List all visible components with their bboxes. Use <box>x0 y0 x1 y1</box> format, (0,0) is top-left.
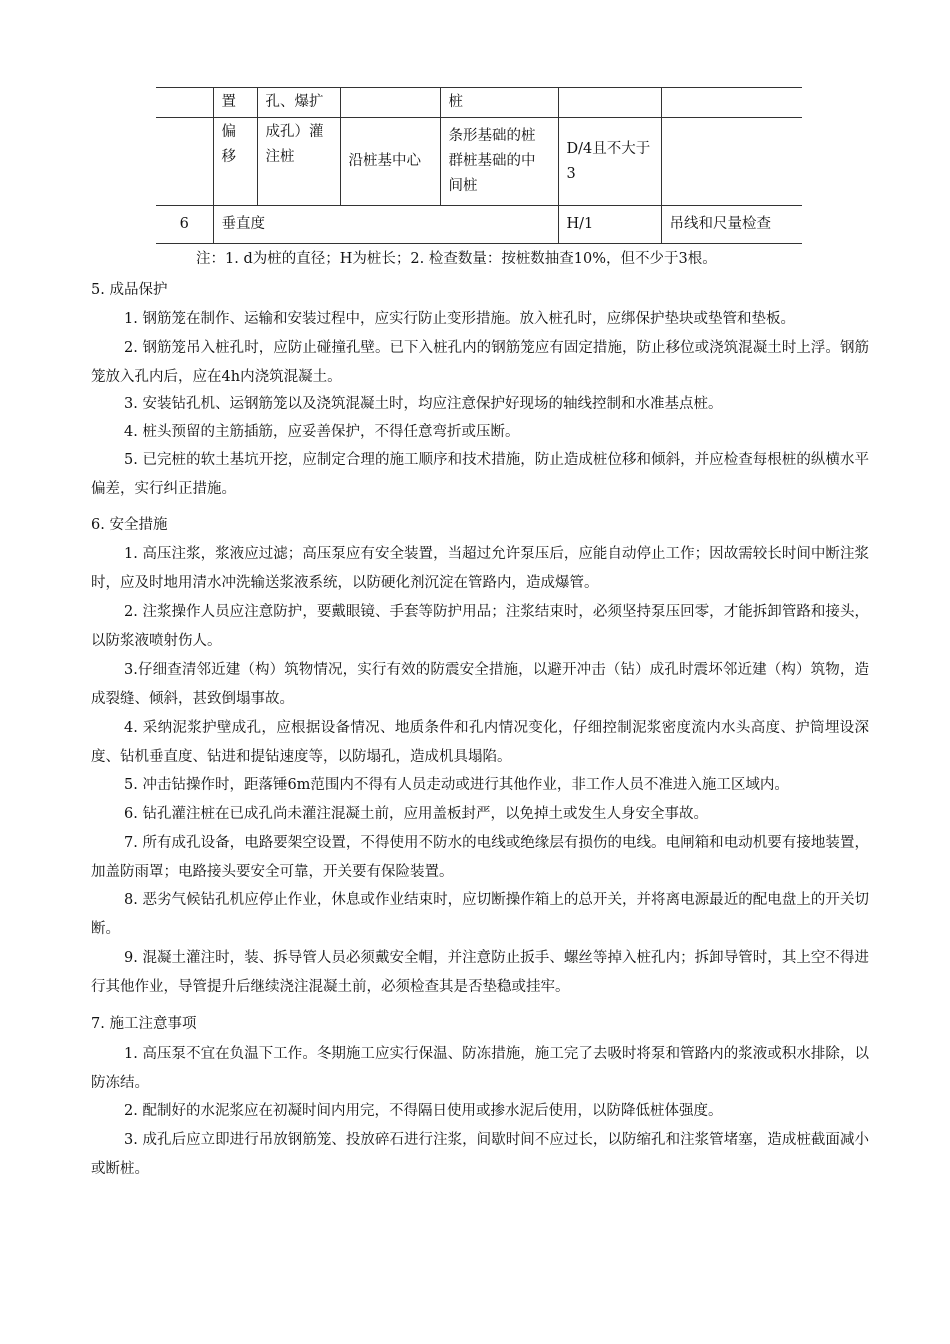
paragraph: 3. 成孔后应立即进行吊放钢筋笼、投放碎石进行注浆，间歇时间不应过长，以防缩孔和注浆管堵塞，造成桩截面减小或断桩。 <box>91 1132 869 1177</box>
table-cell <box>661 118 802 206</box>
paragraph: 3. 安装钻孔机、运钢筋笼以及浇筑混凝土时，均应注意保护好现场的轴线控制和水准基点桩。 <box>124 396 723 412</box>
table-row <box>156 88 802 118</box>
table-cell: 桩 <box>440 88 558 118</box>
table-cell: 6 <box>156 206 213 244</box>
table-cell: 孔、爆扩 <box>257 88 340 118</box>
table-cell <box>340 88 440 118</box>
paragraph: 4. 桩头预留的主筋插筋，应妥善保护，不得任意弯折或压断。 <box>124 424 520 440</box>
table-cell <box>156 118 213 206</box>
table-cell: H/1 <box>558 206 661 244</box>
table-row <box>156 118 802 206</box>
paragraph: 3.仔细查清邻近建（构）筑物情况，实行有效的防震安全措施，以避开冲击（钻）成孔时震坏邻近建（构）筑物，造成裂缝、倾斜，甚致倒塌事故。 <box>91 662 869 707</box>
paragraph: 2. 配制好的水泥浆应在初凝时间内用完，不得隔日使用或掺水泥后使用，以防降低桩体强度。 <box>124 1103 723 1119</box>
paragraph: 7. 所有成孔设备，电路要架空设置，不得使用不防水的电线或绝缘层有损伤的电线。电闸箱和电动机要有接地装置，加盖防雨罩；电路接头要安全可靠，开关要有保险装置。 <box>91 835 869 880</box>
paragraph: 2. 注浆操作人员应注意防护，要戴眼镜、手套等防护用品；注浆结束时，必须坚持泵压回零，才能拆卸管路和接头，以防浆液喷射伤人。 <box>91 604 869 649</box>
paragraph: 1. 高压泵不宜在负温下工作。冬期施工应实行保温、防冻措施，施工完了去吸时将泵和管路内的浆液或积水排除，以防冻结。 <box>91 1046 869 1091</box>
table-cell <box>558 88 661 118</box>
inspection-table <box>156 87 802 244</box>
paragraph: 8. 恶劣气候钻孔机应停止作业，休息或作业结束时，应切断操作箱上的总开关，并将离电源最近的配电盘上的开关切断。 <box>91 892 869 937</box>
table-cell: 垂直度 <box>213 206 558 244</box>
table-cell: 置 <box>213 88 257 118</box>
table-cell: 沿桩基中心 <box>340 118 440 206</box>
table-cell: D/4且不大于3 <box>558 118 661 206</box>
paragraph: 5. 已完桩的软土基坑开挖，应制定合理的施工顺序和技术措施，防止造成桩位移和倾斜，并应检查每根桩的纵横水平偏差，实行纠正措施。 <box>91 452 869 497</box>
table-cell: 条形基础的桩群桩基础的中间桩 <box>440 118 558 206</box>
paragraph: 9. 混凝土灌注时，装、拆导管人员必须戴安全帽，并注意防止扳手、螺丝等掉入桩孔内；拆卸导管时，其上空不得进行其他作业，导管提升后继续浇注混凝土前，必须检查其是否垫稳或挂牢。 <box>91 950 869 995</box>
section-heading: 6. 安全措施 <box>91 517 168 533</box>
table-cell: 成孔）灌注桩 <box>257 118 340 206</box>
paragraph: 4. 采纳泥浆护壁成孔，应根据设备情况、地质条件和孔内情况变化，仔细控制泥浆密度流内水头高度、护筒埋设深度、钻机垂直度、钻进和提钻速度等，以防塌孔，造成机具塌陷。 <box>91 720 869 765</box>
section-heading: 7. 施工注意事项 <box>91 1016 197 1032</box>
section-heading: 5. 成品保护 <box>91 282 168 298</box>
paragraph: 2. 钢筋笼吊入桩孔时，应防止碰撞孔壁。已下入桩孔内的钢筋笼应有固定措施，防止移位或浇筑混凝土时上浮。钢筋笼放入孔内后，应在4h内浇筑混凝土。 <box>91 340 869 385</box>
paragraph: 1. 钢筋笼在制作、运输和安装过程中，应实行防止变形措施。放入桩孔时，应绑保护垫块或垫管和垫板。 <box>124 311 795 327</box>
paragraph: 1. 高压注浆，浆液应过滤；高压泵应有安全装置，当超过允许泵压后，应能自动停止工作；因故需较长时间中断注浆时，应及时地用清水冲洗输送浆液系统，以防硬化剂沉淀在管路内，造成爆管。 <box>91 546 869 591</box>
table-note: 注：1. d为桩的直径；H为桩长；2. 检查数量：按桩数抽查10%，但不少于3根。 <box>196 251 717 267</box>
paragraph: 5. 冲击钻操作时，距落锤6m范围内不得有人员走动或进行其他作业，非工作人员不准进入施工区域内。 <box>124 777 789 793</box>
table-cell <box>156 88 213 118</box>
paragraph: 6. 钻孔灌注桩在已成孔尚未灌注混凝土前，应用盖板封严，以免掉土或发生人身安全事故。 <box>124 806 708 822</box>
table-cell: 偏移 <box>213 118 257 206</box>
table-cell <box>661 88 802 118</box>
table-row <box>156 206 802 244</box>
table-cell: 吊线和尺量检查 <box>661 206 802 244</box>
